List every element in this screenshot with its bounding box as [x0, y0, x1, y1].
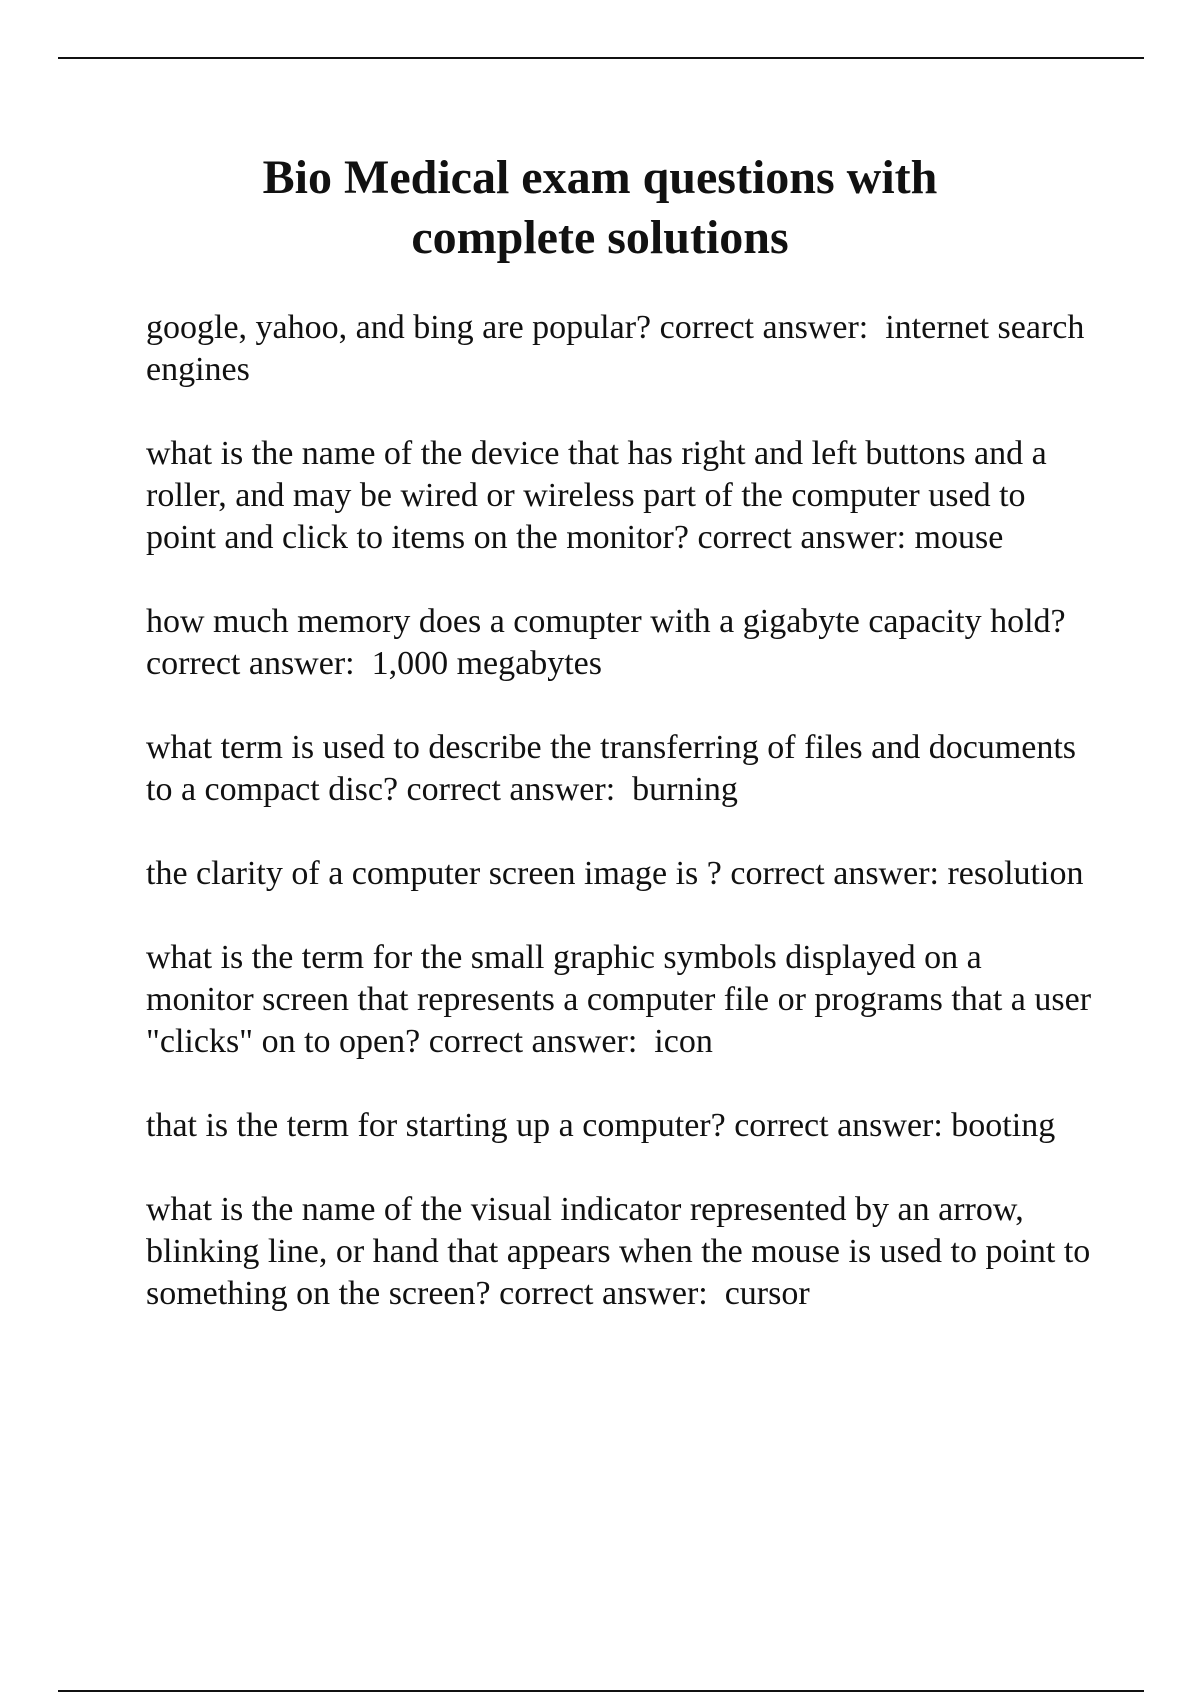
- top-rule: [58, 57, 1144, 59]
- qa-item: how much memory does a comupter with a gigabyte capacity hold? correct answer: 1,000 megabytes: [146, 603, 1075, 682]
- qa-item: what is the name of the device that has right and left buttons and a roller, and may be wired or wireless part of the computer used to point and click to items on the monitor? correct answer: mouse: [146, 435, 1056, 556]
- bottom-rule: [58, 1690, 1144, 1692]
- qa-item: what term is used to describe the transferring of files and documents to a compact disc? correct answer: burning: [146, 729, 1085, 808]
- qa-item: what is the name of the visual indicator represented by an arrow, blinking line, or hand that appears when the mouse is used to point to something on the screen? correct answer: cursor: [146, 1191, 1099, 1312]
- title-line-2: complete solutions: [411, 211, 789, 264]
- qa-item: what is the term for the small graphic symbols displayed on a monitor screen that represents a computer file or programs that a user "clicks" on to open? correct answer: icon: [146, 939, 1100, 1060]
- document-title: [100, 148, 1100, 268]
- qa-item: google, yahoo, and bing are popular? correct answer: internet search engines: [146, 309, 1093, 388]
- qa-item: the clarity of a computer screen image is ? correct answer: resolution: [146, 855, 1084, 892]
- qa-item: that is the term for starting up a computer? correct answer: booting: [146, 1107, 1056, 1144]
- question-answer-list: [146, 307, 1100, 1357]
- title-line-1: Bio Medical exam questions with: [262, 151, 938, 204]
